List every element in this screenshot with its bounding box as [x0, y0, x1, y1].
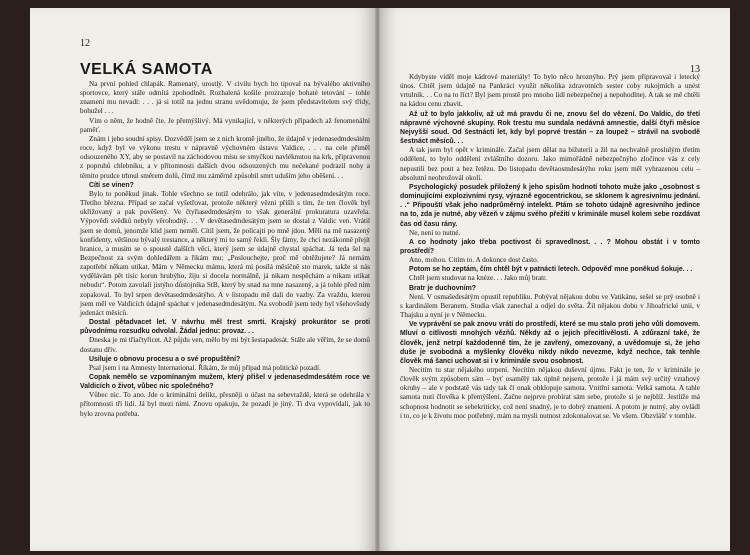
answer-paragraph: Chtěl jsem studovat na knéze. . . Jako můj bratr. — [409, 274, 547, 283]
answer-paragraph: Dneska je mi třiačtyřicet. Až půjdu ven, mělo by mi být šestapadesát. Stále ale věřím, že se domů dostanu dřív. — [80, 336, 370, 354]
answer-paragraph: Ne, není to nutné. — [409, 228, 461, 237]
answer-paragraph: Vůbec nic. To ano. Jde o kriminální delikt, přesněji o účast na sebevraždě, která se odehrála v přítomnosti tří lidí. Já byl mezi nimi. Znovu opakuju, že pozadí je jiný. Ti dva vypovídali, jak to bylo zrovna potřeba. — [80, 391, 370, 418]
question-paragraph: Copak nemělo se vzpomínaným mužem, který přišel v jedenasedmdesátém roce ve Valdicích o život, vůbec nic společného? — [80, 374, 370, 391]
answer-paragraph: Kdybyste viděl moje kádrové materiály! To bylo něco hroznýho. Prý jsem připravoval i letecký únos. Chtěl jsem údajně na Pankráci využít několika zdravotních sester coby rukojmích a unést vrtulník. . . Co na to říct? Byl jsem prostě pro mnoho lidí nebezpečnej a nepohodlnej. A tak se mě chtěli na kádou cenu zbavit. — [400, 73, 700, 109]
question-paragraph: Až už to bylo jakkoliv, až už má pravdu či ne, znovu šel do vězení. Do Valdic, do třetí nápravné výchovné skupiny. Rok trestu mu sundala nedávná amnestie, další čtyři měsíce Nejvyšší soud. Od šestnácti let, kdy byl poprvé trestán – za loupež – strávil na svobodě šestnáct měsíců. . . — [400, 110, 700, 146]
right-body-text — [400, 73, 700, 421]
answer-paragraph: A tak jsem byl opět v kriminále. Začal jsem dělat na bižuterii a žil na nechvalně proslulým třetím oddělení, to bylo oddělení zvláštního dozoru. Jako mimořádně nebezpečnýho zločince vás z cely nepustili bez pout a bez řetězu. Do listopadu devětaosmdesátýho roku jsem měl vyhrazenou celu – absolutní neohrožovál okolí. — [400, 146, 700, 182]
answer-paragraph: Ano, mohou. Citím to. A dokonce dost často. — [409, 256, 539, 265]
question-paragraph: Cítí se vinen? — [89, 181, 134, 189]
left-body-text — [80, 80, 370, 419]
right-page — [380, 8, 730, 551]
question-paragraph: A co hodnoty jako třeba poctivost či spravedlnost. . . ? Mohou obstát i v tomto prostředí? — [400, 238, 700, 255]
answer-paragraph: Znám i jeho soudní spisy. Dozvěděl jsem se z nich kromě jiného, že údajně v jedenasedmdesátém roce, když byl ve výkonu trestu v nápravně výchovném ústavu Valdice, . . . na cele přiměl odsouzeného XY, aby se postavil na záchodovou mísu se smyčkou navléknutou na krk, připravenou z popruhů chlebníku, a v přítomnosti dalších dvou odsouzených mu nečekané podrazil nohy a těmito prudce trhnul směrem dolů, čímž mu záměrně způsobil smrt uduším jeho oběšení. . . — [80, 134, 370, 180]
answer-paragraph: Psal jsem i na Amnesty International. Říkám, že můj případ má politické pozadí. — [89, 363, 321, 372]
left-page — [30, 8, 375, 551]
article-title: VELKÁ SAMOTA — [80, 61, 213, 78]
answer-paragraph: Na první pohled chlapák. Ramenatý, urostlý. V civilu bych ho tipoval na bývalého aktivního sportovce, který stále odmítá zpohodlnět. Rozhalená košile prozrazuje bohaté tetování – tohle znamení mu nevadí: . . . já si totiž na jednu stranu uvědomuju, že jsem představitelem svý třídy, bohužel . . . — [80, 80, 370, 116]
question-paragraph: Ve vyprávění se pak znovu vrátí do prostředí, které se mu stalo proti jeho vůli domovem. Mluví o citlivosti mnohých vězňů. Někdy až o jejich přecitlivělosti. A zdůrazní také, že člověk, jenž netrpí každodenně tím, že je zavřený, omezovaný, a uvědomuje si, že jeho duše je svobodná a myšlenky člověku nikdy nikdo nevezme, když nechce, tak tenhle člověk má šanci uchovat si i v kriminále svou osobnost. — [400, 321, 700, 365]
page-number: 12 — [80, 38, 90, 49]
question-paragraph: Bratr je duchovním? — [409, 284, 477, 292]
question-paragraph: Psychologický posudek přiložený k jeho spisům hodnotí tohoto muže jako „osobnost s dominujícími explozivními rysy, výrazně egocentrickou, se sklonem k agresivnímu jednání. . .“ Připouští však jeho nadprůměrný intelekt. Ptám se tohoto údajně agresivního jedince na to, zda je nutné, aby vězeň v zájmu svého přežití v kriminále musel kolem sebe rozdávat čas od času rány. — [400, 183, 700, 228]
answer-paragraph: Bylo to poněkud jinak. Tohle všechno se totiž odehrálo, jak víte, v jedenasedmdesátým roce. Třetího března. Případ se začal vyšetřovat, protože některý vězni přišli s tím, že ten člověk byl ukřižovaný a pak pověšený. Ve čtyřiasedmdesátým to však generální prokuratura uzavřela. Výpovědi svědků nebyly věrohodný. . . V devětasedmdesátým jsem se dostal z Valdic ven. Vrátil jsem se domů, jenomže klid jsem neměl. Cítil jsem, že policajti po mně jdou. Měli na mě nasazený konfidenty, většinou bývalý trestance, a některý mi to samý řekli. Šly fámy, že chci nezákonně přejít hranice, a musím se o spoustě dalších věcí, který jsem se údajně chystal spáchat. Já teda šel na Bezpečnost za svým dohledářem a řikám mu: „Poslouchejte, proč mě obtěžujete? Já nemám zapotřebí někam utíkat. Mám v Německu mámu, která mi posílá měsíčně sto marek, takže si nás vydělávám pět tisíc korun hrubýho, žiju si docela normálně, já nikam nespěchám a nikam utíkat nebudu“. Potom zavolali jistýho důstojníka StB, který by snad na mne nasazený, a já tohle před ním zopakoval. To byl srpen devětasedmdesátýho. A v listopadu mě dali do vazby. Za vraždu, kterou jsem měl ve Valdicích údajně spáchat v jedenasedmdesátým. Na svobodě jsem tedy byl všehovšudy jedenáct měsíců. — [80, 189, 370, 317]
question-paragraph: Potom se ho zeptám, čím chtěl být v patnácti letech. Odpověď mne poněkud šokuje. . . — [409, 266, 693, 274]
page-number: 13 — [690, 64, 700, 75]
question-paragraph: Usiluje o obnovu procesu a o své propuštění? — [89, 355, 241, 363]
answer-paragraph: Vím o něm, že hodně čte. Je přemýšlivý. Má vynikající, v některých případech až fenomenální paměť. — [80, 116, 370, 134]
answer-paragraph: Necítím tu star nějakého utrpení. Necítím nějakou duševní újmu. Fakt je ten, že v kriminále je člověk svým způsobem sám – byť osamělý tak úplně nejsem, protože i já mám svý určitý vztahový okruhy – ale v podstatě vás tady tak či onak obklopuje samota. Vnitřní samota. Velká samota. A tahle samota nutí člověka k přemýšlení. Začne nejprve probírat sám sebe, protože si je nejblíž. Jestliže má schopnost hodnotit se sebekriticky, což není snadný, je to dobrý znamení. A potom je nutný, aby ovládl i to, co je k životu moc potřebný, mám na mysli nutnost zdokonalovat se. Ve všem. Obzvlášť v tomhle. — [400, 366, 700, 420]
answer-paragraph: Není. V osmašedesátým opustil republiku. Pobýval nějakou dobu ve Vatikánu, sešel se prý osobně i s kardinálem Beranem. Studia však zanechal a odjel do světa. Žil nějakou dobu v Jihoafrické unii, v Thajsku a nyní je v Německu. — [400, 292, 700, 320]
question-paragraph: Dostal pětadvacet let. V návrhu měl trest smrti. Krajský prokurátor se proti původnímu rozsudku odvolal. Žádal jednu: provaz. . . — [80, 319, 370, 336]
